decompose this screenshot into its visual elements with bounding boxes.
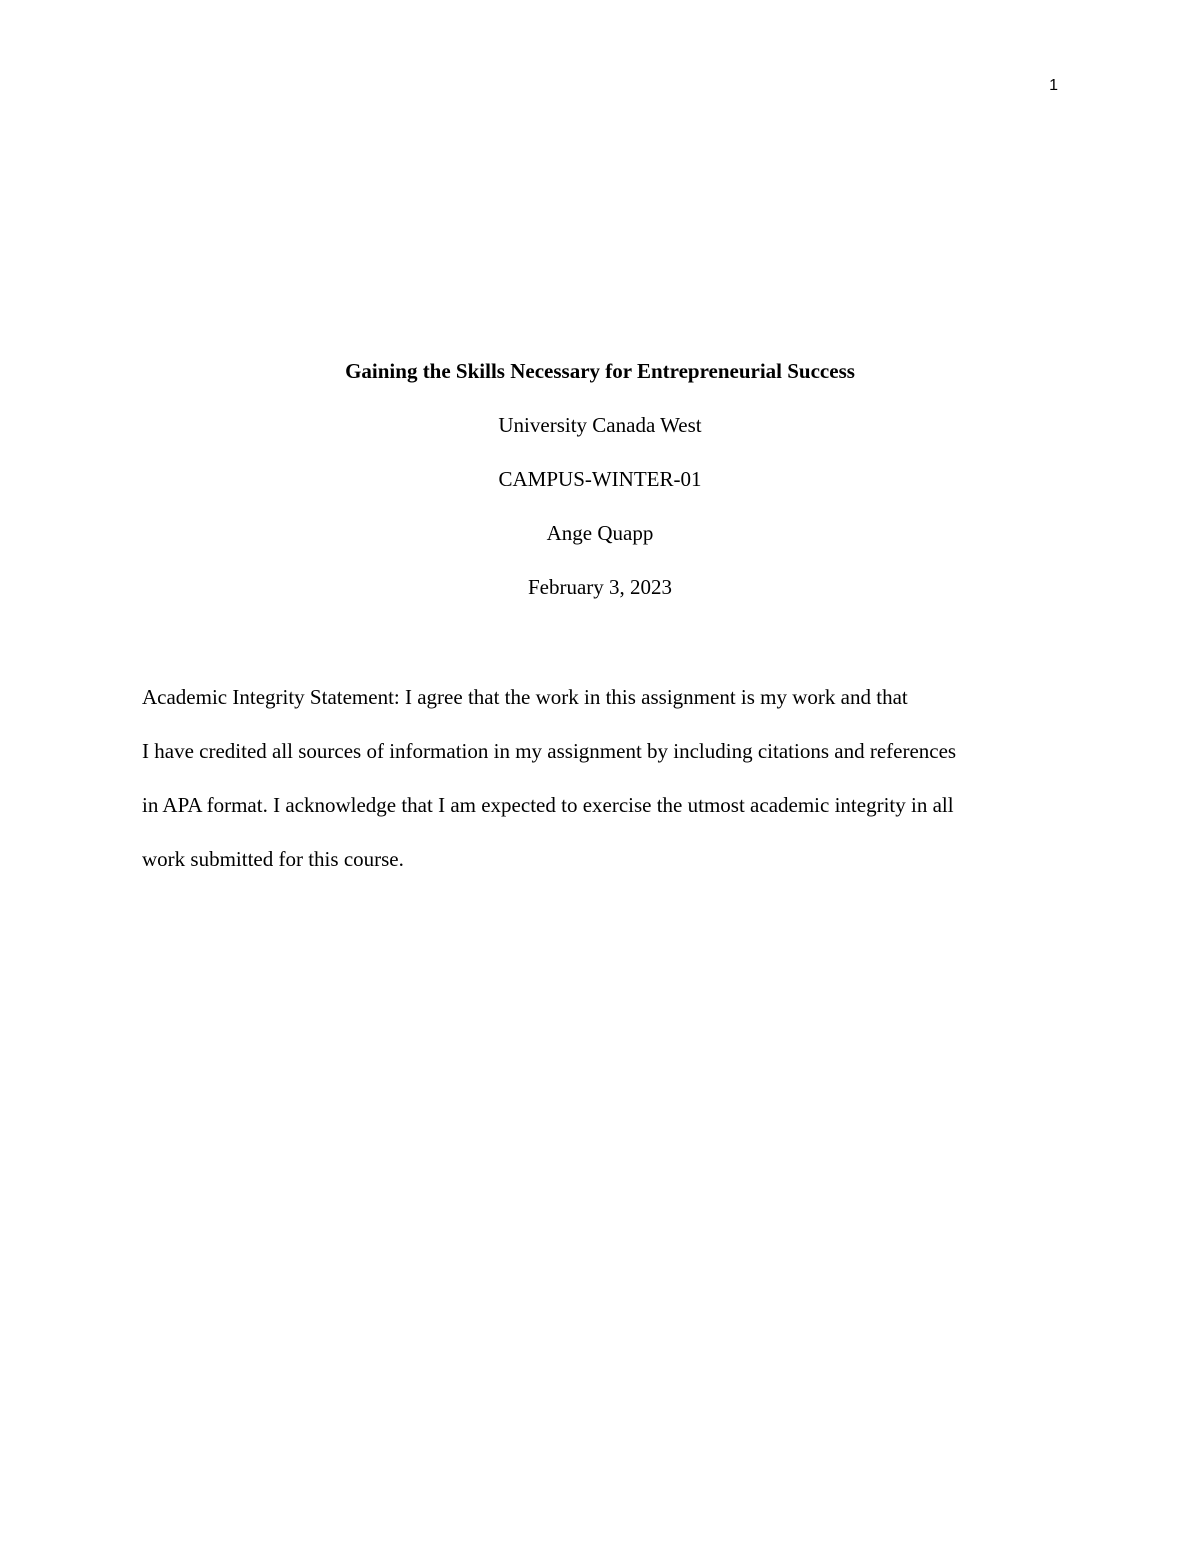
page-number: 1	[1049, 77, 1058, 94]
academic-integrity-statement	[142, 684, 1062, 900]
statement-line: I have credited all sources of information in my assignment by including citations and references	[142, 739, 957, 763]
statement-line: in APA format. I acknowledge that I am expected to exercise the utmost academic integrity in all	[142, 793, 954, 817]
author-name: Ange Quapp	[546, 521, 654, 545]
paper-title: Gaining the Skills Necessary for Entrepreneurial Success	[345, 359, 855, 383]
course-code: CAMPUS-WINTER-01	[498, 467, 702, 491]
statement-line: work submitted for this course.	[142, 847, 404, 871]
institution-name: University Canada West	[498, 413, 702, 437]
title-block	[142, 358, 1058, 628]
submission-date: February 3, 2023	[527, 575, 673, 599]
statement-line: Academic Integrity Statement: I agree that the work in this assignment is my work and that	[142, 685, 908, 709]
